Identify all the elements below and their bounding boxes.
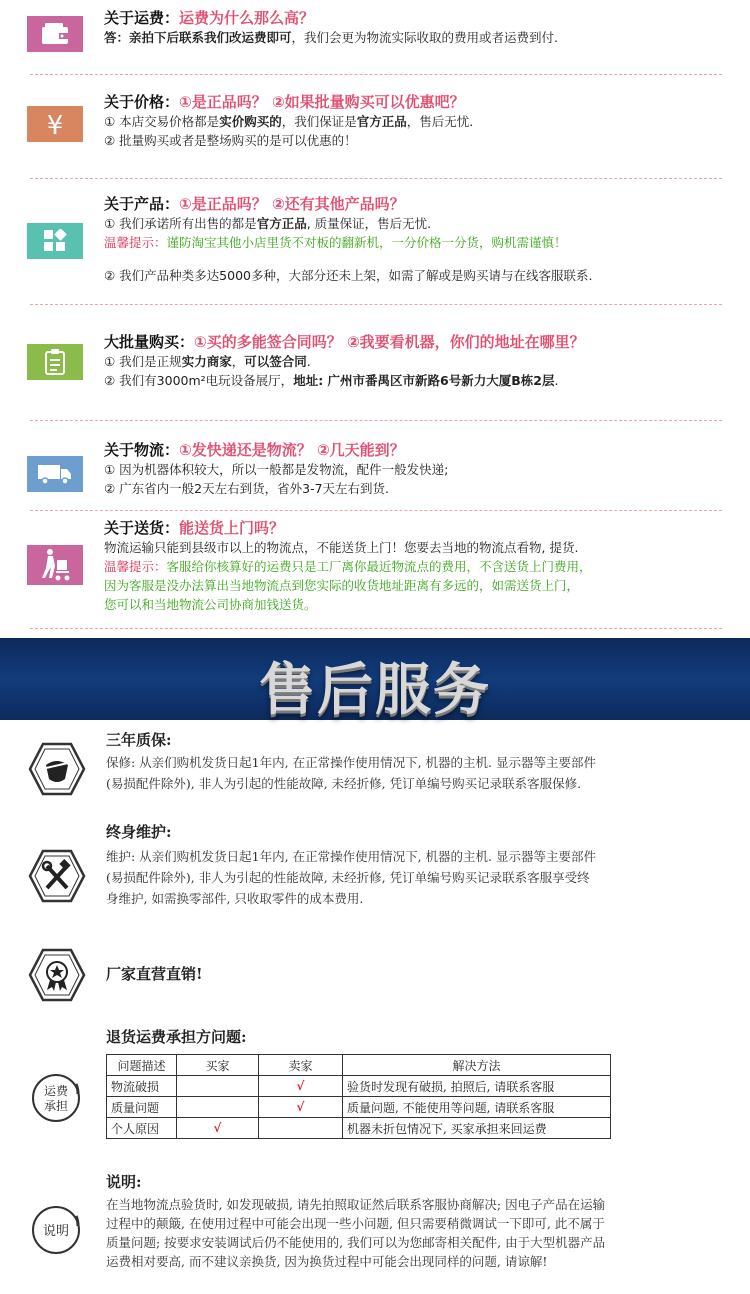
faq-line: ① 本店交易价格都是实价购买的，我们保证是官方正品，售后无忧. [104,114,474,129]
faq-line: 物流运输只能到县级市以上的物流点，不能送货上门！您要去当地的物流点看物, 提货. [104,540,579,555]
svg-text:承担: 承担 [43,1099,69,1113]
faq-line: ② 我们有3000m²电玩设备展厅，地址: 广州市番禺区市新路6号新力大厦B栋2层. [104,373,559,388]
faq-line: ② 批量购买或者是整场购买的是可以优惠的！ [104,133,357,148]
faq-question: ①买的多能签合同吗？ ②我要看机器，你们的地址在哪里？ [194,333,585,351]
faq-question: ①发快递还是物流？ ②几天能到？ [179,441,405,459]
faq-line: ② 广东省内一般2天左右到货，省外3-7天左右到货. [104,481,390,496]
faq-title: 关于运费：运费为什么那么高？ [104,9,315,27]
faq-line: 因为客服是没办法算出当地物流点到您实际的收货地址距离有多远的，如需送货上门， [104,578,580,593]
faq-title: 大批量购买：①买的多能签合同吗？ ②我要看机器，你们的地址在哪里？ [104,333,585,351]
faq-line: ① 我们承诺所有出售的都是官方正品, 质量保证，售后无忧. [104,216,432,231]
tools-hex-icon [28,848,86,904]
faq-title: 关于送货：能送货上门吗？ [104,519,285,537]
banner-title: 售后服务 [259,658,491,723]
table-row: 物流破损 √ 验货时发现有破损, 拍照后, 请联系客服 [107,1076,611,1097]
faq-line: 温馨提示：客服给你核算好的运费只是工厂离你最近物流点的费用，不含送货上门费用， [104,559,592,574]
faq-title: 关于产品：①是正品吗？ ②还有其他产品吗？ [104,195,405,213]
table-row: 质量问题 √ 质量问题, 不能使用等问题, 请联系客服 [107,1097,611,1118]
faq-line: ① 因为机器体积较大，所以一般都是发物流，配件一般发快递; [104,462,449,477]
returns-table [106,1054,611,1139]
faq-question: ①是正品吗？ ②还有其他产品吗？ [179,195,405,213]
table-row: 个人原因 √ 机器未折包情况下, 买家承担来回运费 [107,1118,611,1139]
note-badge-icon [28,1202,88,1258]
faq-question: 运费为什么那么高？ [179,9,315,27]
faq-line: 您可以和当地物流公司协商加钱送货。 [104,597,317,612]
warranty-text: 保修: 从亲们购机发货日起1年内, 在正常操作使用情况下, 机器的主机. 显示器等主要部件 (易损配件除外), 非人为引起的性能故障, 未经折修, 凭订单编号购买记录联系客服保修. [106,755,596,791]
faq-title: 关于物流：①发快递还是物流？ ②几天能到？ [104,441,405,459]
faq-line: 答：亲拍下后联系我们改运费即可，我们会更为物流实际收取的费用或者运费到付. [104,30,559,45]
note-text: 在当地物流点验货时, 如发现破损, 请先拍照取证然后联系客服协商解决; 因电子产品在运输 过程中的颠簸, 在使用过程中可能会出现一些小问题, 但只需要稍微调试一下即可, 此不属于 质量问题; 按要求安装调试后仍不能使用的, 我们可以为您邮寄相关配件, 由于大型机器产品 运费相对要高, 而不建议亲换货, 因为换货过程中可能会出现同样的问题, 请谅解! [106,1197,606,1269]
svg-text:运费: 运费 [43,1084,69,1098]
warranty-heading: 三年质保: [106,731,172,749]
lifetime-text: 维护: 从亲们购机发货日起1年内, 在正常操作使用情况下, 机器的主机. 显示器等主要部件 (易损配件除外), 非人为引起的性能故障, 未经折修, 凭订单编号购买记录联系客服享受终 身维护, 如需换零部件, 只收取零件的成本费用. [106,849,596,906]
star-badge-hex-icon [28,947,86,1003]
faq-title: 关于价格：①是正品吗？ ②如果批量购买可以优惠吧？ [104,93,465,111]
shield-hex-icon [28,741,86,797]
svg-text:说明: 说明 [42,1224,70,1239]
lifetime-heading: 终身维护: [106,823,172,841]
shipping-cost-badge-icon [28,1070,88,1126]
faq-question: ①是正品吗？ ②如果批量购买可以优惠吧？ [179,93,465,111]
faq-question: 能送货上门吗？ [179,519,285,537]
faq-line: ① 我们是正规实力商家，可以签合同. [104,354,311,369]
direct-sales-heading: 厂家直营直销! [106,965,203,983]
table-header-row: 问题描述 买家 卖家 解决方法 [107,1055,611,1076]
faq-line: ② 我们产品种类多达5000多种，大部分还未上架，如需了解或是购买请与在线客服联系. [104,268,593,283]
note-heading: 说明: [106,1173,142,1191]
returns-heading: 退货运费承担方问题: [106,1028,247,1046]
svg-text:¥: ¥ [46,111,64,138]
faq-line: 温馨提示：谨防淘宝其他小店里货不对板的翻新机，一分价格一分货，购机需谨慎！ [104,235,567,250]
